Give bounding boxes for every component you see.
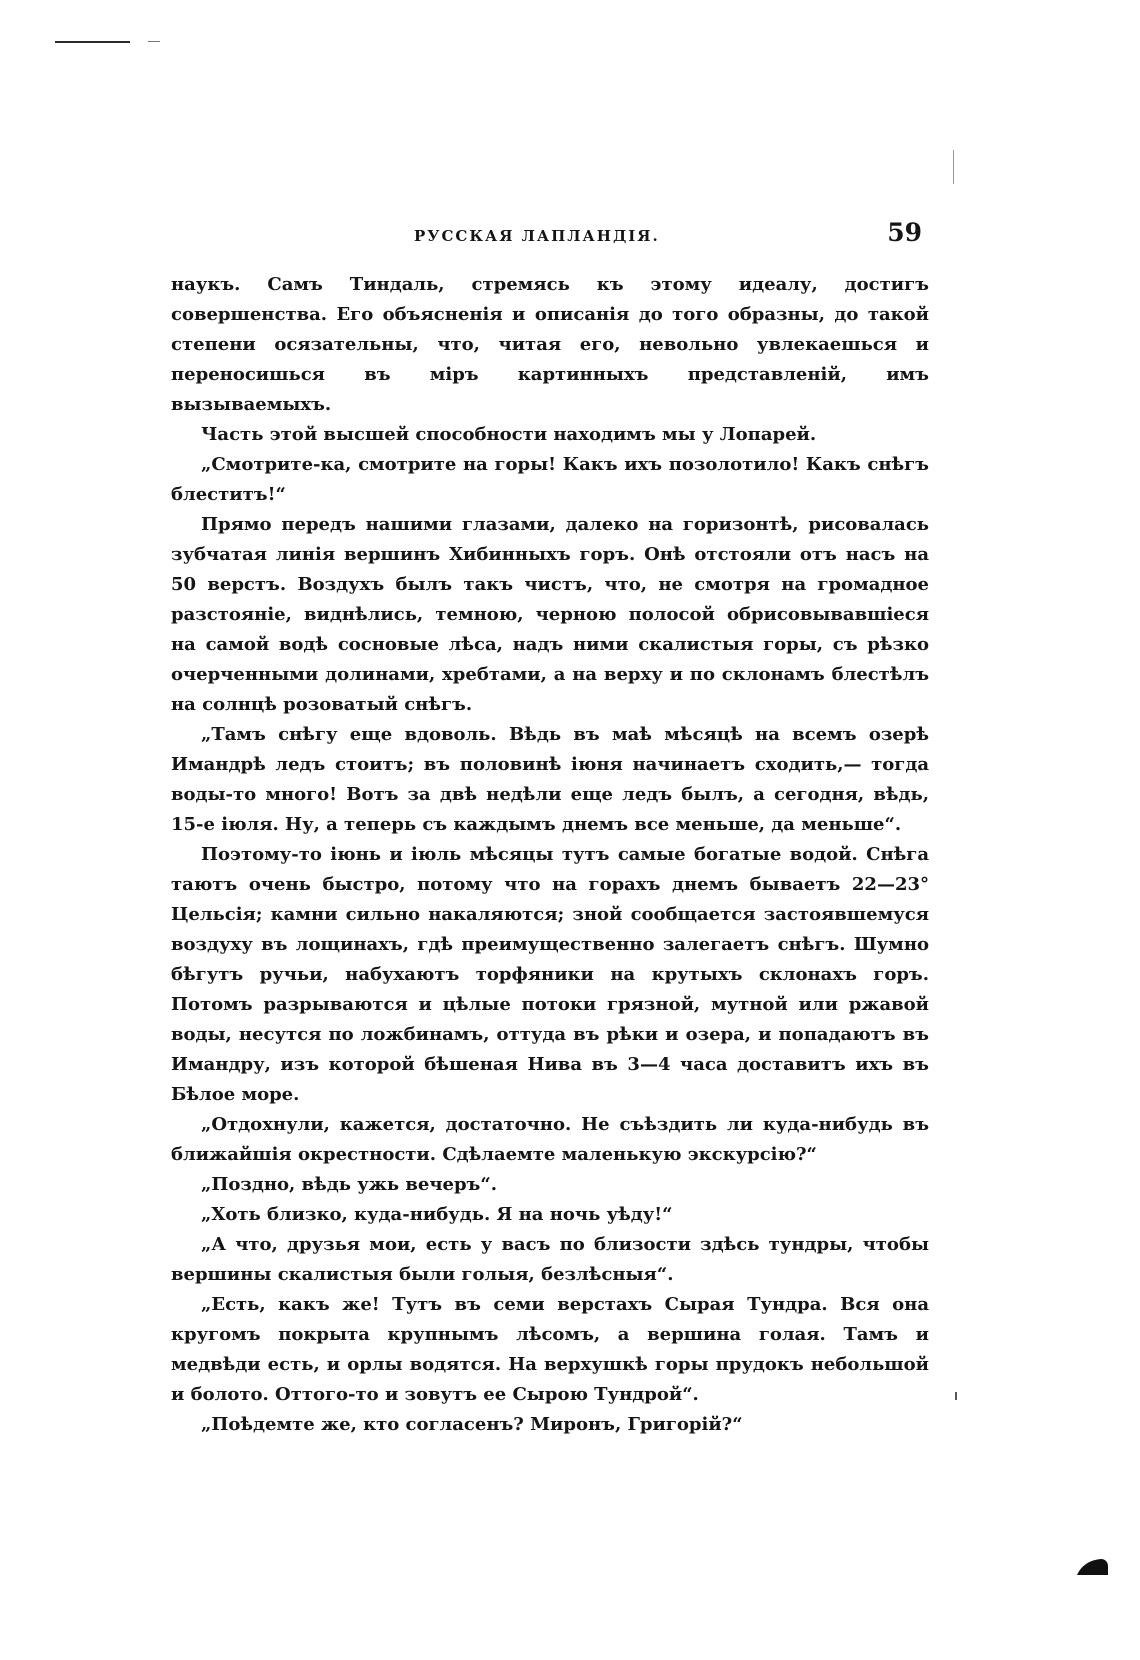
page-header (170, 218, 930, 250)
running-title: РУССКАЯ ЛАПЛАНДІЯ. (414, 227, 660, 245)
paragraph: наукъ. Самъ Тиндаль, стремясь къ этому идеалу, достигъ совершенства. Его объясненія и описанія до того образны, до такой степени осязательны, что, читая его, невольно увлекаешься и переносишься въ міръ картинныхъ представленій, имъ вызываемыхъ. (171, 274, 929, 415)
paragraph: „Тамъ снѣгу еще вдоволь. Вѣдь въ маѣ мѣсяцѣ на всемъ озерѣ Имандрѣ ледъ стоитъ; въ половинѣ іюня начинаетъ сходить,— тогда воды-то много! Вотъ за двѣ недѣли еще ледъ былъ, а сегодня, вѣдь, 15-е іюля. Ну, а теперь съ каждымъ днемъ все меньше, да меньше“. (171, 724, 929, 835)
scan-speck (955, 1392, 957, 1400)
paragraph: Поэтому-то іюнь и іюль мѣсяцы тутъ самые богатые водой. Снѣга таютъ очень быстро, потому что на горахъ днемъ бываетъ 22—23° Цельсія; камни сильно накаляются; зной сообщается застоявшемуся воздуху въ лощинахъ, гдѣ преимущественно залегаетъ снѣгъ. Шумно бѣгутъ ручьи, набухаютъ торфяники на крутыхъ склонахъ горъ. Потомъ разрываются и цѣлые потоки грязной, мутной или ржавой воды, несутся по ложбинамъ, оттуда въ рѣки и озера, и попадаютъ въ Имандру, изъ которой бѣшеная Нива въ 3—4 часа доставитъ ихъ въ Бѣлое море. (171, 844, 929, 1105)
paragraph: „Поздно, вѣдь ужь вечеръ“. (201, 1174, 497, 1195)
page-number: 59 (887, 218, 922, 247)
paragraph: „Смотрите-ка, смотрите на горы! Какъ ихъ позолотило! Какъ снѣгъ блеститъ!“ (171, 454, 929, 505)
paragraph: Прямо передъ нашими глазами, далеко на горизонтѣ, рисовалась зубчатая линія вершинъ Хибинныхъ горъ. Онѣ отстояли отъ насъ на 50 верстъ. Воздухъ былъ такъ чистъ, что, не смотря на громадное разстояніе, виднѣлись, темною, черною полосой обрисовывавшіеся на самой водѣ сосновые лѣса, надъ ними скалистыя горы, съ рѣзко очерченными долинами, хребтами, а на верху и по склонамъ блестѣлъ на солнцѣ розоватый снѣгъ. (171, 514, 929, 715)
body-text (171, 270, 929, 1440)
paragraph: „Есть, какъ же! Тутъ въ семи верстахъ Сырая Тундра. Вся она кругомъ покрыта крупнымъ лѣсомъ, а вершина голая. Тамъ и медвѣди есть, и орлы водятся. На верхушкѣ горы прудокъ небольшой и болото. Оттого-то и зовутъ ее Сырою Тундрой“. (171, 1294, 929, 1405)
scan-speck (953, 150, 954, 184)
scan-edge-mark (148, 41, 160, 42)
paragraph: Часть этой высшей способности находимъ мы у Лопарей. (201, 424, 817, 445)
paragraph: „Хоть близко, куда-нибудь. Я на ночь уѣду!“ (201, 1204, 673, 1225)
paragraph: „Поѣдемте же, кто согласенъ? Миронъ, Григорій?“ (201, 1414, 743, 1435)
ink-blot-icon (1075, 1557, 1109, 1577)
paragraph: „А что, друзья мои, есть у васъ по близости здѣсь тундры, чтобы вершины скалистыя были голыя, безлѣсныя“. (171, 1234, 929, 1285)
scan-edge-mark (55, 41, 130, 43)
paragraph: „Отдохнули, кажется, достаточно. Не съѣздить ли куда-нибудь въ ближайшія окрестности. Сдѣлаемте маленькую экскурсію?“ (171, 1114, 929, 1165)
